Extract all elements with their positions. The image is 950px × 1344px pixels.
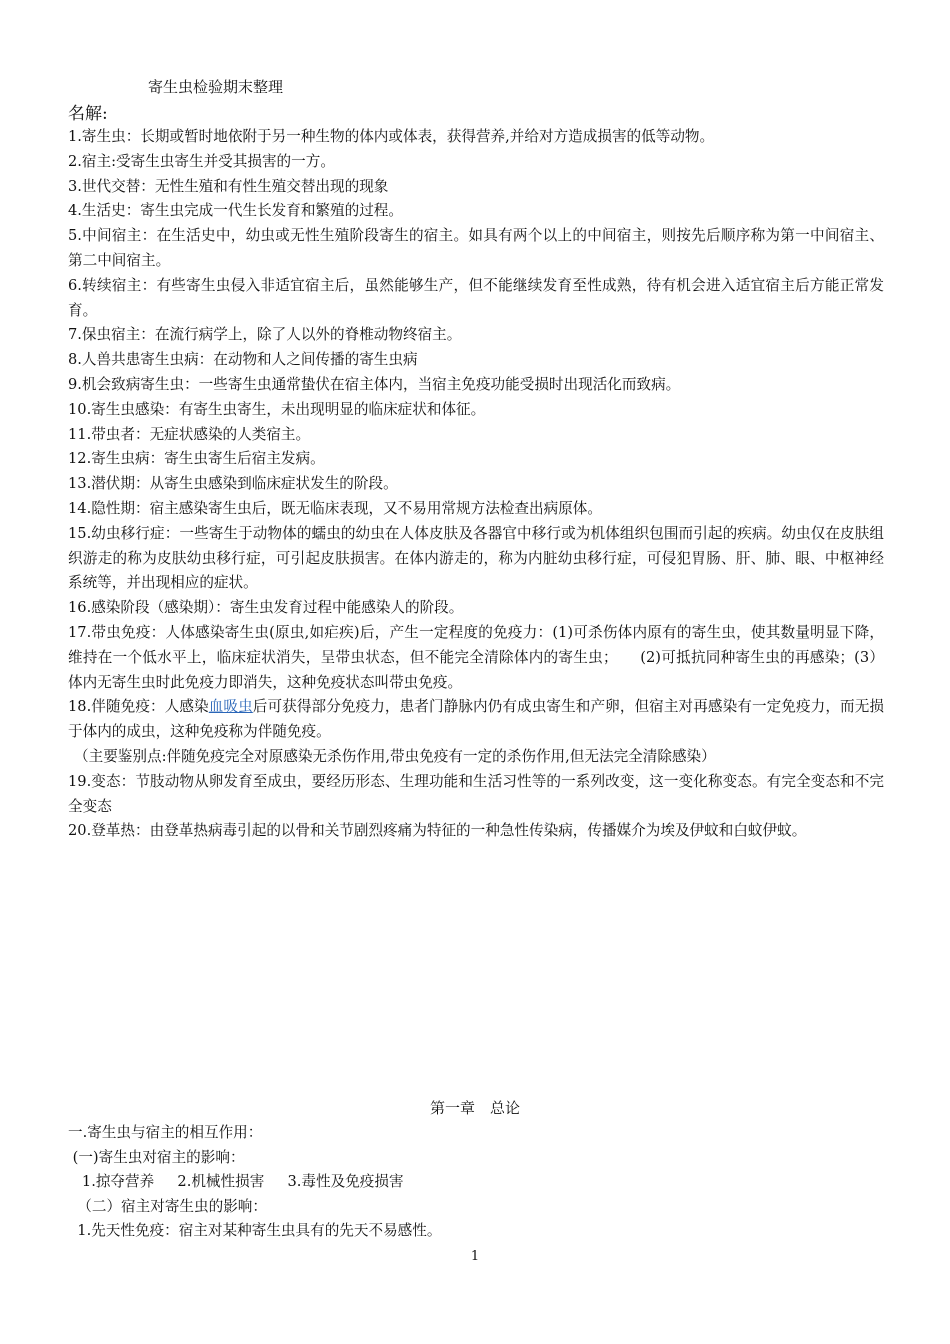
definition-item: 5.中间宿主：在生活史中，幼虫或无性生殖阶段寄生的宿主。如具有两个以上的中间宿主，则按先后顺序称为第一中间宿主、第二中间宿主。 [68, 227, 884, 269]
definition-item: 3.世代交替：无性生殖和有性生殖交替出现的现象 [68, 177, 389, 195]
definition-item: 12.寄生虫病：寄生虫寄生后宿主发病。 [68, 450, 325, 468]
definition-item: 1.寄生虫：长期或暂时地依附于另一种生物的体内或体表，获得营养,并给对方造成损害的低等动物。 [68, 128, 715, 145]
chapter-body [68, 1121, 884, 1244]
definition-item: 4.生活史：寄生虫完成一代生长发育和繁殖的过程。 [68, 202, 403, 220]
chapter-line: 1.先天性免疫：宿主对某种寄生虫具有的先天不易感性。 [68, 1222, 442, 1239]
chapter-line: （二）宿主对寄生虫的影响： [68, 1197, 267, 1215]
definition-18-start: 18.伴随免疫：人感染 [68, 698, 209, 716]
definition-item: 15.幼虫移行症：一些寄生于动物体的蠕虫的幼虫在人体皮肤及各器官中移行或为机体组织包围而引起的疾病。幼虫仅在皮肤组织游走的称为皮肤幼虫移行症，可引起皮肤损害。在体内游走的，称为内脏幼虫移行症，可侵犯胃肠、肝、肺、眼、中枢神经系统等，并出现相应的症状。 [68, 524, 884, 592]
definition-18-rest: 后可获得部分免疫力，患者门静脉内仍有成虫寄生和产卵，但宿主对再感染有一定免疫力，而无损于体内的成虫，这种免疫称为伴随免疫。 [68, 698, 884, 741]
definition-item: 14.隐性期：宿主感染寄生虫后，既无临床表现，又不易用常规方法检查出病原体。 [68, 499, 602, 517]
definition-item: 17.带虫免疫：人体感染寄生虫(原虫,如疟疾)后，产生一定程度的免疫力：(1)可杀伤体内原有的寄生虫，使其数量明显下降，维持在一个低水平上，临床症状消失，呈带虫状态，但不能完全清除体内的寄生虫； (2)可抵抗同种寄生虫的再感染；(3）体内无寄生虫时此免疫力即消失，这种免疫状态叫带虫免疫。 [68, 623, 884, 691]
definition-item: 16.感染阶段（感染期）：寄生虫发育过程中能感染人的阶段。 [68, 599, 464, 617]
document-title: 寄生虫检验期末整理 [148, 78, 284, 96]
definition-item: 6.转续宿主：有些寄生虫侵入非适宜宿主后，虽然能够生产，但不能继续发育至性成熟，待有机会进入适宜宿主后方能正常发育。 [68, 276, 884, 319]
definition-item: 7.保虫宿主：在流行病学上，除了人以外的脊椎动物终宿主。 [68, 326, 462, 344]
definition-item: 10.寄生虫感染：有寄生虫寄生，未出现明显的临床症状和体征。 [68, 400, 486, 418]
definition-item: 2.宿主:受寄生虫寄生并受其损害的一方。 [68, 152, 335, 170]
section-heading: 名解: [68, 104, 108, 124]
definition-note: （主要鉴别点:伴随免疫完全对原感染无杀伤作用,带虫免疫有一定的杀伤作用,但无法完全清除感染） [74, 747, 716, 765]
chapter-line: 1.掠夺营养 2.机械性损害 3.毒性及免疫损害 [68, 1173, 404, 1190]
schistosoma-link[interactable]: 血吸虫 [208, 698, 253, 716]
definition-item: 13.潜伏期：从寄生虫感染到临床症状发生的阶段。 [68, 475, 398, 493]
definition-item: 11.带虫者：无症状感染的人类宿主。 [68, 425, 311, 443]
definition-item: 8.人兽共患寄生虫病：在动物和人之间传播的寄生虫病 [68, 351, 418, 369]
definition-item-18 [68, 695, 884, 745]
definition-item: 19.变态：节肢动物从卵发育至成虫，要经历形态、生理功能和生活习性等的一系列改变，这一变化称变态。有完全变态和不完全变态 [68, 772, 884, 815]
chapter-line: 一.寄生虫与宿主的相互作用： [68, 1124, 263, 1141]
chapter-line: (一)寄生虫对宿主的影响： [68, 1148, 245, 1166]
definition-item: 20.登革热：由登革热病毒引起的以骨和关节剧烈疼痛为特征的一种急性传染病，传播媒介为埃及伊蚊和白蚊伊蚊。 [68, 822, 807, 840]
page-number: 1 [470, 1249, 480, 1264]
definition-item: 9.机会致病寄生虫：一些寄生虫通常蛰伏在宿主体内，当宿主免疫功能受损时出现活化而致病。 [68, 375, 681, 393]
chapter-title: 第一章 总论 [429, 1099, 520, 1117]
definitions-list [68, 125, 884, 844]
